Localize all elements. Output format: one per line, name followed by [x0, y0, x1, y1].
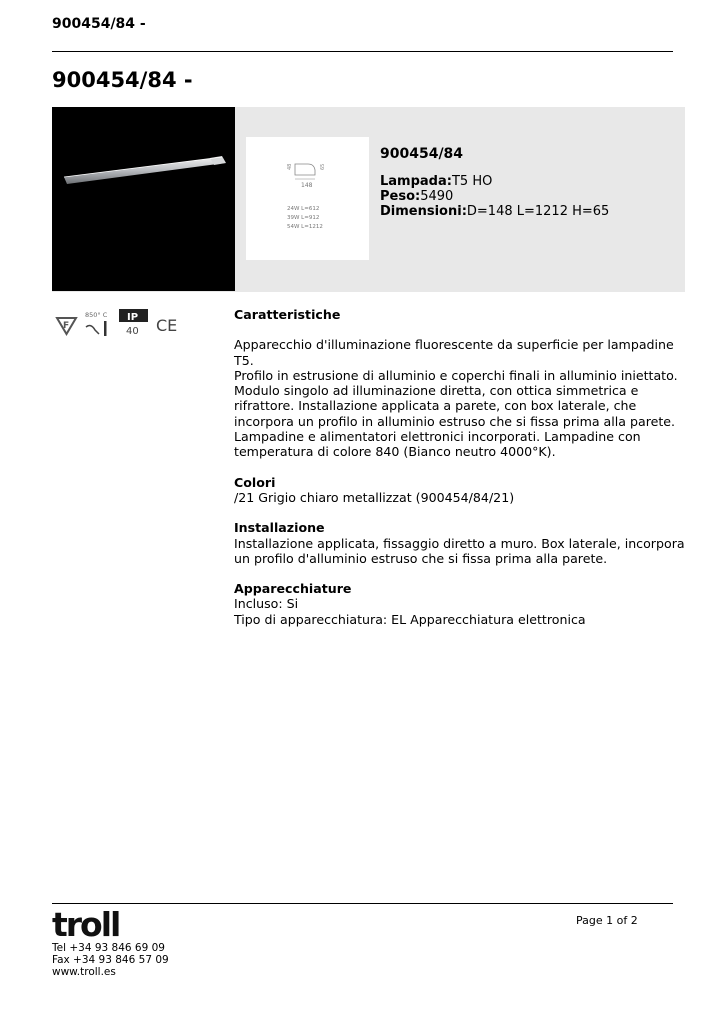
- spec-value: 5490: [420, 189, 454, 204]
- product-code: 900454/84: [380, 146, 464, 162]
- ce-label: CE: [156, 316, 178, 335]
- section-heading-apparecchiature: Apparecchiature: [234, 581, 352, 597]
- text-line: rifrattore. Installazione applicata a parete, con box laterale, che: [234, 398, 637, 414]
- website-link[interactable]: www.troll.es: [52, 966, 116, 978]
- spec-dimensioni: [380, 204, 609, 219]
- text-line: Apparecchio d'illuminazione fluorescente da superficie per lampadine T5.: [234, 337, 674, 368]
- text-line: incorpora un profilo in alluminio estruso che si fissa prima alla parete.: [234, 413, 676, 429]
- spec-lampada: [380, 174, 609, 189]
- text-line: Installazione applicata, fissaggio diretto a muro. Box laterale, incorpora: [234, 535, 685, 551]
- text-line: temperatura di colore 840 (Bianco neutro 4000°K).: [234, 444, 556, 460]
- contact-info: [52, 942, 169, 978]
- text-line: un profilo d'alluminio estruso che si fissa prima alla parete.: [234, 550, 608, 566]
- variant-24w: 24W L=612: [287, 206, 320, 212]
- svg-text:F: F: [63, 321, 70, 331]
- glow-wire-icon: [85, 311, 108, 336]
- spec-label: Lampada:: [380, 174, 452, 189]
- spec-value: T5 HO: [451, 174, 493, 189]
- technical-drawing: [246, 137, 369, 260]
- product-band: [52, 107, 685, 292]
- f-mark-icon: [57, 318, 76, 334]
- logo-text: troll: [52, 906, 120, 940]
- header-divider: [52, 51, 673, 52]
- ip-label: IP: [127, 312, 139, 323]
- product-specs: [380, 147, 609, 219]
- text-line: /21 Grigio chiaro metallizzat (900454/84/21): [234, 489, 515, 505]
- spec-label: Dimensioni:: [380, 204, 467, 219]
- temp-label: 850° C: [85, 311, 108, 319]
- text-line: Profilo in estrusione di alluminio e coperchi finali in alluminio iniettato.: [234, 367, 678, 383]
- page-title: 900454/84 -: [52, 68, 193, 92]
- certification-icons: [55, 308, 185, 340]
- text-line: Modulo singolo ad illuminazione diretta, con ottica simmetrica e: [234, 383, 639, 399]
- description: [234, 307, 689, 627]
- spec-peso: [380, 189, 609, 204]
- spec-value: D=148 L=1212 H=65: [466, 204, 610, 219]
- section-heading-colori: Colori: [234, 474, 276, 490]
- footer-divider: [52, 903, 673, 904]
- troll-logo: [52, 906, 132, 940]
- section-heading-caratteristiche: Caratteristiche: [234, 307, 341, 322]
- header-small-title: 900454/84 -: [52, 16, 146, 32]
- section-heading-installazione: Installazione: [234, 520, 325, 536]
- text-line: Incluso: Si: [234, 596, 299, 612]
- dim-65: 65: [320, 163, 326, 170]
- dim-48: 48: [287, 163, 293, 170]
- dim-148: 148: [301, 182, 313, 189]
- phone: Tel +34 93 846 69 09: [52, 942, 165, 954]
- ip-rating-icon: [119, 309, 148, 337]
- fixture-image: [52, 107, 235, 291]
- drawing-svg: [246, 137, 369, 260]
- page-number: Page 1 of 2: [576, 914, 638, 927]
- spec-label: Peso:: [380, 189, 421, 204]
- variant-54w: 54W L=1212: [287, 224, 323, 230]
- ce-mark-icon: [156, 316, 177, 335]
- text-line: Tipo di apparecchiatura: EL Apparecchiatura elettronica: [234, 611, 586, 627]
- variant-39w: 39W L=912: [287, 215, 320, 221]
- fax: Fax +34 93 846 57 09: [52, 954, 169, 966]
- ip-value: 40: [126, 326, 139, 337]
- product-photo: [52, 107, 235, 291]
- text-line: Lampadine e alimentatori elettronici incorporati. Lampadine con: [234, 429, 641, 445]
